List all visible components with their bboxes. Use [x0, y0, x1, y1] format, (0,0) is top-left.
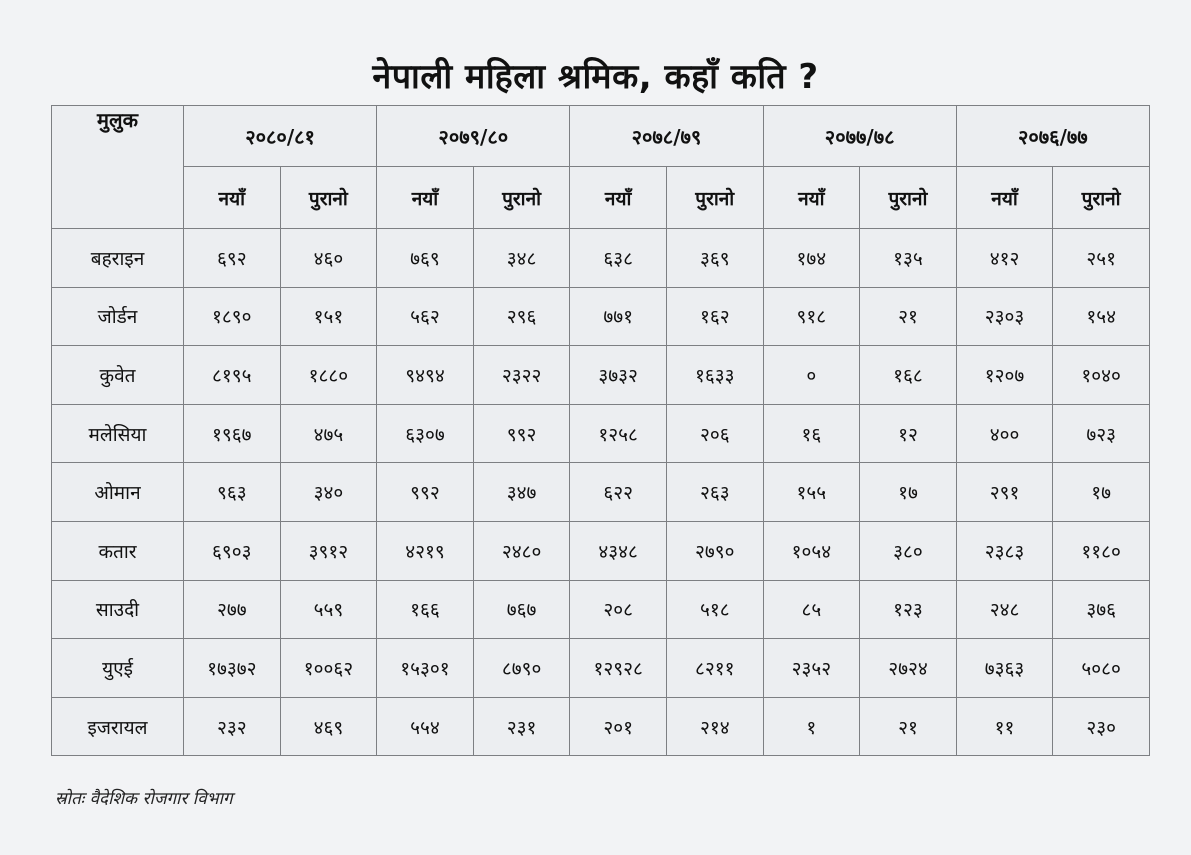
new-count-cell: ४२१९ — [377, 521, 474, 580]
old-count-cell: ३६९ — [666, 229, 763, 288]
table-row — [52, 404, 1150, 463]
new-count-cell: १७३७२ — [184, 639, 281, 698]
new-count-cell: २७७ — [184, 580, 281, 639]
old-count-cell: ३७६ — [1053, 580, 1150, 639]
year-header: २०७९/८० — [377, 106, 570, 167]
year-header: २०७६/७७ — [956, 106, 1149, 167]
old-count-cell: २४८० — [473, 521, 570, 580]
table-row — [52, 697, 1150, 756]
old-count-cell: २१ — [860, 287, 957, 346]
subheader-row — [52, 167, 1150, 229]
country-cell: बहराइन — [52, 229, 184, 288]
worker-table — [51, 105, 1150, 756]
source-note: स्रोतः वैदेशिक रोजगार विभाग — [55, 789, 233, 809]
new-count-cell: ६२२ — [570, 463, 667, 522]
country-cell: इजरायल — [52, 697, 184, 756]
new-count-cell: ९१८ — [763, 287, 860, 346]
new-count-cell: ६३८ — [570, 229, 667, 288]
new-count-cell: २९१ — [956, 463, 1053, 522]
country-cell: कुवेत — [52, 346, 184, 405]
new-header: नयाँ — [377, 167, 474, 229]
new-count-cell: १२९२८ — [570, 639, 667, 698]
old-count-cell: ८२११ — [666, 639, 763, 698]
old-count-cell: ५५९ — [280, 580, 377, 639]
new-count-cell: ४१२ — [956, 229, 1053, 288]
new-count-cell: १५५ — [763, 463, 860, 522]
old-count-cell: ११८० — [1053, 521, 1150, 580]
old-count-cell: १५४ — [1053, 287, 1150, 346]
country-cell: मलेसिया — [52, 404, 184, 463]
year-header: २०८०/८१ — [184, 106, 377, 167]
old-count-cell: ३४७ — [473, 463, 570, 522]
old-count-cell: १२ — [860, 404, 957, 463]
table-row — [52, 521, 1150, 580]
new-count-cell: १२५८ — [570, 404, 667, 463]
old-count-cell: १०४० — [1053, 346, 1150, 405]
new-count-cell: १८९० — [184, 287, 281, 346]
new-header: नयाँ — [570, 167, 667, 229]
new-count-cell: १२०७ — [956, 346, 1053, 405]
new-count-cell: १९६७ — [184, 404, 281, 463]
old-header: पुरानो — [473, 167, 570, 229]
table-row — [52, 346, 1150, 405]
old-count-cell: ३८० — [860, 521, 957, 580]
new-count-cell: ५५४ — [377, 697, 474, 756]
new-count-cell: ६९२ — [184, 229, 281, 288]
new-count-cell: ३७३२ — [570, 346, 667, 405]
old-header: पुरानो — [1053, 167, 1150, 229]
old-count-cell: ३४० — [280, 463, 377, 522]
old-count-cell: २३२२ — [473, 346, 570, 405]
old-header: पुरानो — [666, 167, 763, 229]
old-count-cell: ९९२ — [473, 404, 570, 463]
new-header: नयाँ — [956, 167, 1053, 229]
old-count-cell: ४६० — [280, 229, 377, 288]
new-count-cell: ५६२ — [377, 287, 474, 346]
old-count-cell: २१ — [860, 697, 957, 756]
new-count-cell: १६ — [763, 404, 860, 463]
old-count-cell: २५१ — [1053, 229, 1150, 288]
old-count-cell: २३१ — [473, 697, 570, 756]
year-header: २०७८/७९ — [570, 106, 763, 167]
table-row — [52, 639, 1150, 698]
table-row — [52, 229, 1150, 288]
old-count-cell: ३९१२ — [280, 521, 377, 580]
country-cell: ओमान — [52, 463, 184, 522]
new-count-cell: २३८३ — [956, 521, 1053, 580]
old-header: पुरानो — [280, 167, 377, 229]
country-column-header: मुलुक — [52, 106, 184, 229]
new-count-cell: ४०० — [956, 404, 1053, 463]
old-count-cell: २१४ — [666, 697, 763, 756]
old-count-cell: १५१ — [280, 287, 377, 346]
country-cell: कतार — [52, 521, 184, 580]
country-cell: साउदी — [52, 580, 184, 639]
page-title: नेपाली महिला श्रमिक, कहाँ कति ? — [372, 57, 819, 97]
new-count-cell: २०८ — [570, 580, 667, 639]
new-count-cell: २४८ — [956, 580, 1053, 639]
new-count-cell: १७४ — [763, 229, 860, 288]
table-row — [52, 463, 1150, 522]
new-count-cell: ७६९ — [377, 229, 474, 288]
new-count-cell: ७७१ — [570, 287, 667, 346]
old-count-cell: ७२३ — [1053, 404, 1150, 463]
old-count-cell: ५१८ — [666, 580, 763, 639]
old-count-cell: ५०८० — [1053, 639, 1150, 698]
new-count-cell: ७३६३ — [956, 639, 1053, 698]
old-count-cell: १००६२ — [280, 639, 377, 698]
old-count-cell: १६८ — [860, 346, 957, 405]
new-count-cell: २३०३ — [956, 287, 1053, 346]
old-count-cell: १७ — [860, 463, 957, 522]
new-count-cell: ४३४८ — [570, 521, 667, 580]
new-count-cell: ० — [763, 346, 860, 405]
new-header: नयाँ — [763, 167, 860, 229]
old-count-cell: २९६ — [473, 287, 570, 346]
new-count-cell: ८५ — [763, 580, 860, 639]
new-header: नयाँ — [184, 167, 281, 229]
old-count-cell: १८८० — [280, 346, 377, 405]
new-count-cell: ९४९४ — [377, 346, 474, 405]
old-count-cell: २०६ — [666, 404, 763, 463]
new-count-cell: १५३०१ — [377, 639, 474, 698]
new-count-cell: ११ — [956, 697, 1053, 756]
new-count-cell: १ — [763, 697, 860, 756]
old-count-cell: ८७९० — [473, 639, 570, 698]
old-count-cell: १६३३ — [666, 346, 763, 405]
old-count-cell: १३५ — [860, 229, 957, 288]
new-count-cell: ९९२ — [377, 463, 474, 522]
new-count-cell: ९६३ — [184, 463, 281, 522]
old-count-cell: ४७५ — [280, 404, 377, 463]
table-row — [52, 580, 1150, 639]
old-count-cell: १६२ — [666, 287, 763, 346]
country-cell: जोर्डन — [52, 287, 184, 346]
new-count-cell: ६९०३ — [184, 521, 281, 580]
old-count-cell: २३० — [1053, 697, 1150, 756]
new-count-cell: ६३०७ — [377, 404, 474, 463]
country-cell: युएई — [52, 639, 184, 698]
new-count-cell: १६६ — [377, 580, 474, 639]
old-count-cell: ३४८ — [473, 229, 570, 288]
old-count-cell: ७६७ — [473, 580, 570, 639]
old-header: पुरानो — [860, 167, 957, 229]
old-count-cell: १२३ — [860, 580, 957, 639]
table-row — [52, 287, 1150, 346]
new-count-cell: २०१ — [570, 697, 667, 756]
old-count-cell: २७९० — [666, 521, 763, 580]
new-count-cell: ८१९५ — [184, 346, 281, 405]
old-count-cell: ४६९ — [280, 697, 377, 756]
old-count-cell: १७ — [1053, 463, 1150, 522]
old-count-cell: २६३ — [666, 463, 763, 522]
year-header-row — [52, 106, 1150, 167]
old-count-cell: २७२४ — [860, 639, 957, 698]
year-header: २०७७/७८ — [763, 106, 956, 167]
new-count-cell: २३२ — [184, 697, 281, 756]
new-count-cell: १०५४ — [763, 521, 860, 580]
new-count-cell: २३५२ — [763, 639, 860, 698]
